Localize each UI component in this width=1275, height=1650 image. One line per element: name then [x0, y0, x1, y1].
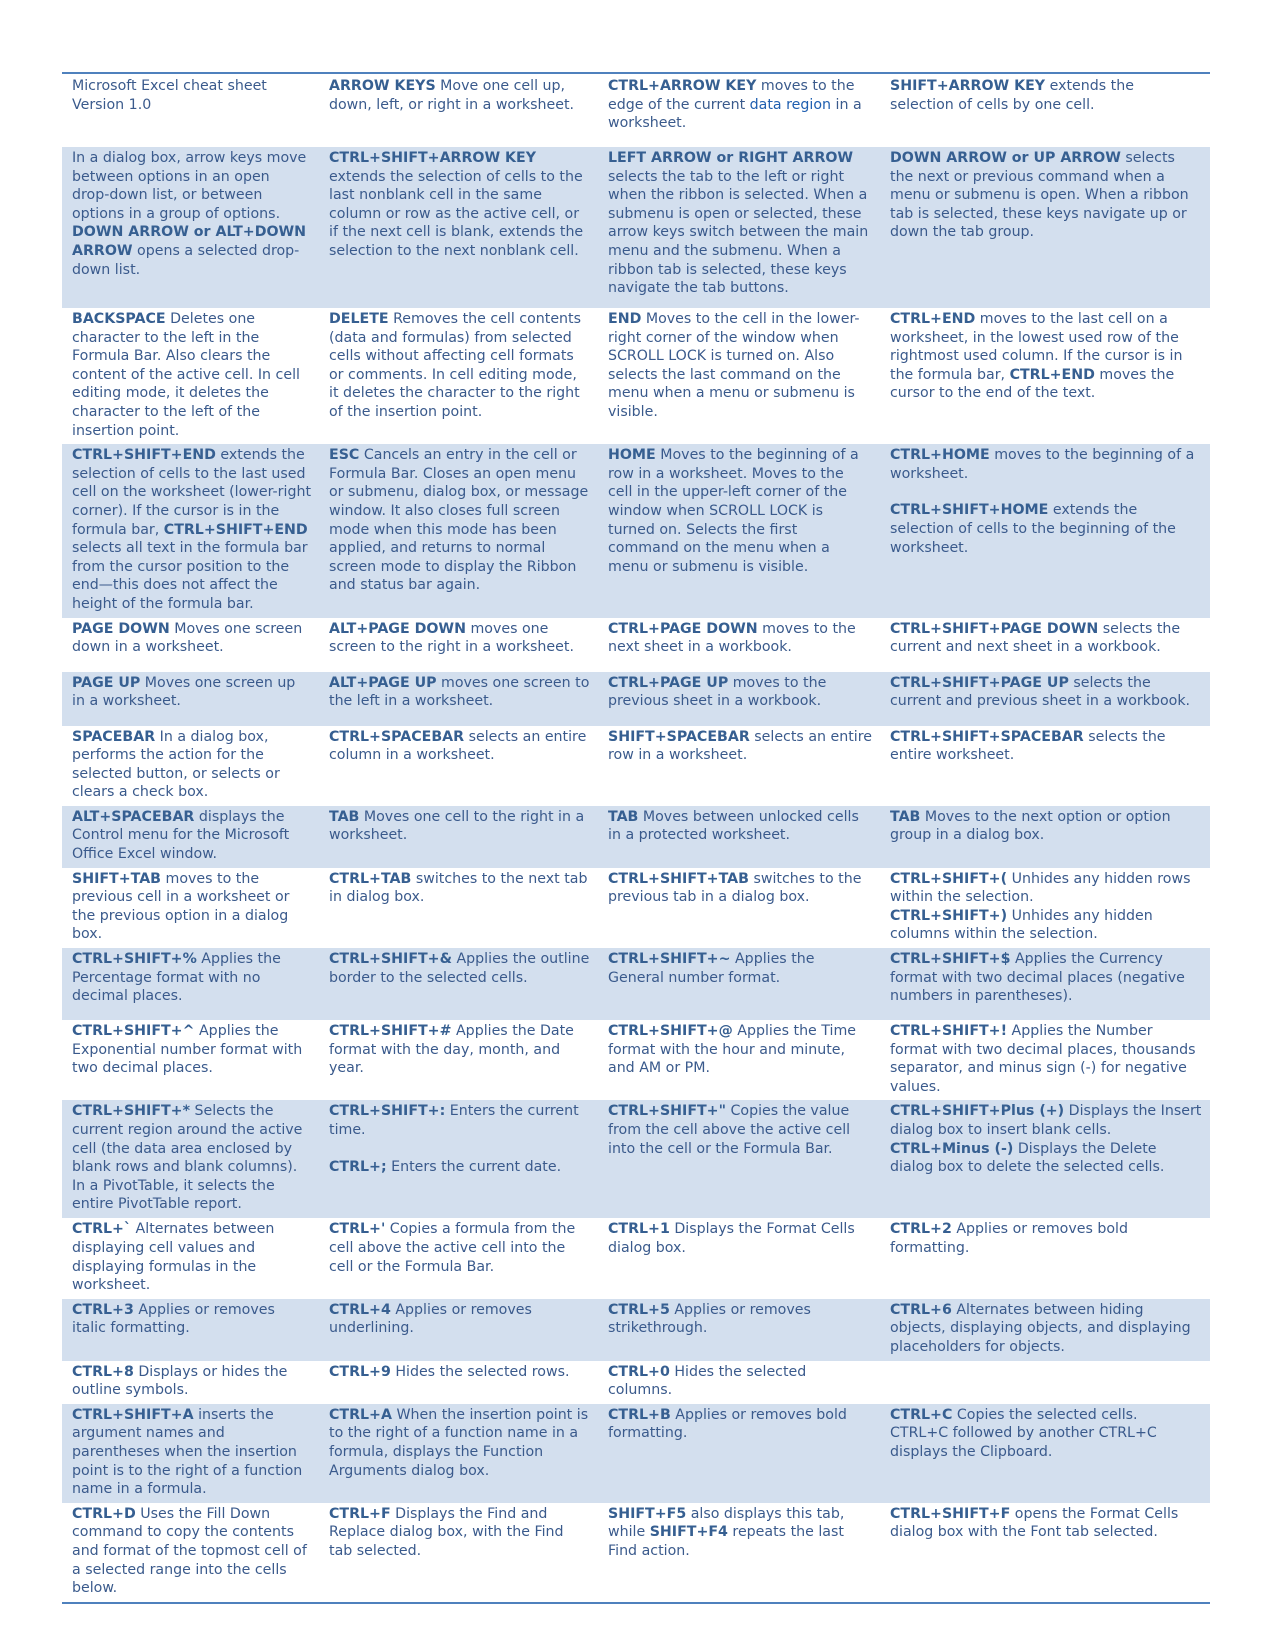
- shortcut-cell: [319, 308, 598, 444]
- shortcut-description: Hides the selected rows.: [390, 1363, 570, 1380]
- shortcut-cell: [319, 868, 598, 948]
- table-row: [62, 1020, 1210, 1100]
- shortcut-description: In a dialog box, arrow keys move between options in an open drop-down list, or between options in a group of options.: [72, 150, 307, 222]
- shortcut-key: SHIFT+F4: [649, 1524, 728, 1541]
- shortcut-description: Applies the Exponential number format with two decimal places.: [72, 1023, 303, 1077]
- shortcut-description: Applies or removes underlining.: [329, 1301, 532, 1337]
- shortcut-description: repeats the last Find action.: [608, 1524, 844, 1559]
- shortcut-description: Microsoft Excel cheat sheet: [72, 78, 267, 94]
- shortcut-description: Alternates between displaying cell values and displaying formulas in the worksheet.: [72, 1221, 275, 1294]
- shortcut-key: CTRL+6: [890, 1301, 952, 1318]
- shortcut-key: CTRL+3: [72, 1301, 134, 1318]
- table-row: [62, 726, 1210, 806]
- shortcut-cell: [880, 1404, 1210, 1503]
- shortcut-key: CTRL+END: [1009, 366, 1095, 383]
- shortcut-key: CTRL+SHIFT+(: [890, 870, 1008, 887]
- shortcut-description: switches to the previous tab in a dialog box.: [608, 870, 862, 906]
- shortcut-key: CTRL+0: [608, 1363, 670, 1380]
- shortcut-key: CTRL+END: [890, 311, 976, 327]
- shortcut-cell: [319, 1100, 598, 1218]
- table-row: [62, 1361, 1210, 1404]
- shortcut-cell: [62, 1218, 319, 1298]
- shortcut-cell: [880, 1503, 1210, 1603]
- shortcut-cell: [880, 147, 1210, 308]
- shortcut-cell: [62, 1361, 319, 1404]
- shortcut-key: CTRL+SHIFT+TAB: [608, 870, 749, 887]
- shortcut-description: In a dialog box, performs the action for the selected button, or selects or clears a check box.: [72, 728, 280, 801]
- shortcut-cell: [62, 444, 319, 617]
- shortcut-key: CTRL+ARROW KEY: [608, 78, 757, 94]
- shortcut-cell: [319, 726, 598, 806]
- shortcut-key: CTRL+2: [890, 1221, 952, 1238]
- shortcut-cell: [62, 806, 319, 868]
- shortcut-cell: [62, 1299, 319, 1361]
- shortcut-description: Applies the General number format.: [608, 951, 815, 986]
- shortcut-description: selects the next or previous command when a menu or submenu is open. When a ribbon tab is selected, these keys navigate up or down the tab group.: [890, 150, 1189, 241]
- shortcut-cell: [319, 1218, 598, 1298]
- shortcut-description: Moves to the next option or option group in a dialog box.: [890, 808, 1171, 844]
- shortcut-description: Move one cell up, down, left, or right in a worksheet.: [329, 78, 575, 113]
- shortcut-key: ALT+PAGE UP: [329, 674, 437, 691]
- shortcut-key: DELETE: [329, 311, 389, 327]
- shortcut-cell: [62, 1404, 319, 1503]
- shortcut-key: CTRL+SHIFT+HOME: [890, 502, 1049, 519]
- shortcut-key: CTRL+4: [329, 1301, 391, 1318]
- shortcut-cell: [62, 1100, 319, 1218]
- shortcut-key: CTRL+PAGE DOWN: [608, 620, 758, 637]
- shortcut-key: ARROW KEYS: [329, 78, 436, 94]
- shortcut-cell: [598, 1218, 880, 1298]
- shortcut-key: CTRL+C: [890, 1406, 953, 1423]
- shortcut-cell: [880, 444, 1210, 617]
- shortcut-description: extends the selection of cells to the beginning of the worksheet.: [890, 502, 1176, 556]
- shortcut-cell: [598, 1404, 880, 1503]
- table-row: [62, 308, 1210, 444]
- table-row: [62, 147, 1210, 308]
- shortcut-key: CTRL+HOME: [890, 447, 990, 464]
- shortcut-description: selects an entire row in a worksheet.: [608, 728, 872, 764]
- shortcut-cell: [62, 672, 319, 726]
- shortcut-key: CTRL+1: [608, 1221, 670, 1238]
- shortcut-description: Moves one screen up in a worksheet.: [72, 674, 296, 710]
- shortcut-description: moves to the edge of the current: [608, 78, 855, 113]
- shortcut-key: PAGE DOWN: [72, 620, 170, 637]
- shortcut-description: Applies the Percentage format with no decimal places.: [72, 951, 281, 1005]
- shortcut-key: TAB: [890, 808, 921, 825]
- table-row: [62, 618, 1210, 672]
- shortcut-cell: [880, 308, 1210, 444]
- shortcut-cell: [319, 444, 598, 617]
- table-row: [62, 444, 1210, 617]
- shortcut-cell: [880, 726, 1210, 806]
- shortcut-key: SPACEBAR: [72, 728, 156, 745]
- shortcut-key: DOWN ARROW or ALT+DOWN ARROW: [72, 224, 307, 259]
- shortcut-cell: [598, 1503, 880, 1603]
- shortcut-description: Cancels an entry in the cell or Formula Bar. Closes an open menu or submenu, dialog box, or message window. It also closes full screen mode when this mode has been applied, and returns to normal screen mode to display the Ribbon and status bar again.: [329, 447, 589, 594]
- shortcut-cell: [62, 1020, 319, 1100]
- shortcut-cell: [880, 1020, 1210, 1100]
- shortcut-description: Applies the Number format with two decimal places, thousands separator, and minus sign (-) for negative values.: [890, 1023, 1196, 1095]
- shortcut-description: CTRL+C followed by another CTRL+C displays the Clipboard.: [890, 1425, 1157, 1460]
- shortcut-key: CTRL+F: [329, 1505, 391, 1522]
- table-row: [62, 1404, 1210, 1503]
- shortcut-cell: [319, 1503, 598, 1603]
- shortcut-description: Displays the Insert dialog box to insert blank cells.: [890, 1103, 1202, 1138]
- shortcut-cell: [880, 868, 1210, 948]
- shortcut-key: CTRL+Minus (-): [890, 1140, 1014, 1157]
- table-row: [62, 1299, 1210, 1361]
- shortcut-description: Moves to the cell in the lower-right corner of the window when SCROLL LOCK is turned on. Also selects the last command on the menu when a menu or submenu is visible.: [608, 311, 860, 420]
- shortcut-key: CTRL+SHIFT+): [890, 907, 1008, 924]
- shortcut-key: CTRL+SHIFT+^: [72, 1023, 195, 1040]
- shortcut-description: moves to the last cell on a worksheet, in the lowest used row of the rightmost used column. If the cursor is in the formula bar,: [890, 311, 1183, 383]
- paragraph-gap: [329, 1140, 590, 1158]
- shortcut-description: extends the selection of cells to the last nonblank cell in the same column or row as the active cell, or if the next cell is blank, extends the selection to the next nonblank cell.: [329, 168, 584, 259]
- shortcut-description: Unhides any hidden columns within the selection.: [890, 907, 1153, 943]
- shortcut-key: CTRL+SHIFT+%: [72, 951, 197, 968]
- shortcut-cell: [598, 1020, 880, 1100]
- shortcut-description: opens the Format Cells dialog box with the Font tab selected.: [890, 1505, 1179, 1541]
- shortcut-cell: [880, 618, 1210, 672]
- shortcut-cell: [62, 147, 319, 308]
- shortcut-key: CTRL+TAB: [329, 870, 412, 887]
- shortcut-key: CTRL+SHIFT+@: [608, 1023, 733, 1040]
- table-row: [62, 806, 1210, 868]
- shortcut-key: CTRL+9: [329, 1363, 391, 1380]
- shortcut-description: When the insertion point is to the right of a function name in a formula, displays the Function Arguments dialog box.: [329, 1406, 589, 1479]
- shortcut-description: extends the selection of cells to the last used cell on the worksheet (lower-right corner). If the cursor is in the formula bar,: [72, 447, 312, 538]
- shortcut-cell: [62, 868, 319, 948]
- shortcut-cell: [880, 806, 1210, 868]
- shortcut-key: ESC: [329, 447, 360, 464]
- shortcut-cell: [319, 672, 598, 726]
- shortcut-key: SHIFT+ARROW KEY: [890, 78, 1046, 94]
- shortcut-cell: [880, 1100, 1210, 1218]
- shortcut-cell: [319, 948, 598, 1020]
- shortcut-cell: [598, 672, 880, 726]
- shortcut-description: Version 1.0: [72, 96, 152, 113]
- shortcut-key: LEFT ARROW or RIGHT ARROW: [608, 150, 854, 166]
- shortcut-description: moves one screen to the left in a worksheet.: [329, 674, 590, 710]
- shortcut-key: CTRL+SHIFT+#: [329, 1023, 452, 1040]
- shortcut-description: Moves between unlocked cells in a protected worksheet.: [608, 808, 859, 844]
- shortcut-cell: [62, 726, 319, 806]
- shortcut-key: CTRL+SHIFT+": [608, 1103, 726, 1120]
- shortcut-description: Displays the Find and Replace dialog box, with the Find tab selected.: [329, 1505, 564, 1559]
- shortcut-cell: [319, 618, 598, 672]
- shortcut-key: PAGE UP: [72, 674, 141, 691]
- shortcut-key: ALT+PAGE DOWN: [329, 620, 466, 637]
- shortcut-cell: [598, 1299, 880, 1361]
- shortcut-description: moves to the previous cell in a worksheet or the previous option in a dialog box.: [72, 870, 290, 943]
- shortcut-description: selects the current and next sheet in a workbook.: [890, 620, 1181, 656]
- shortcut-key: CTRL+A: [329, 1406, 392, 1423]
- shortcut-key: ALT+SPACEBAR: [72, 808, 195, 825]
- shortcut-cell: [319, 73, 598, 147]
- shortcut-description: inserts the argument names and parentheses when the insertion point is to the right of a function name in a formula.: [72, 1406, 303, 1498]
- shortcut-key: SHIFT+TAB: [72, 870, 161, 887]
- shortcut-description: Displays the Format Cells dialog box.: [608, 1221, 855, 1256]
- table-row: [62, 1218, 1210, 1298]
- shortcut-description: Applies the Time format with the hour and minute, and AM or PM.: [608, 1023, 857, 1077]
- shortcut-cell: [319, 147, 598, 308]
- shortcut-key: TAB: [329, 808, 360, 825]
- shortcut-description: moves one screen to the right in a worksheet.: [329, 620, 574, 656]
- shortcut-cell: [880, 73, 1210, 147]
- shortcut-description: Copies a formula from the cell above the active cell into the cell or the Formula Bar.: [329, 1221, 576, 1275]
- shortcut-description: Applies the Currency format with two decimal places (negative numbers in parentheses).: [890, 951, 1185, 1005]
- shortcut-cell: [880, 1218, 1210, 1298]
- shortcut-description: Removes the cell contents (data and formulas) from selected cells without affecting cell formats or comments. In cell editing mode, it deletes the character to the right of the insertion point.: [329, 311, 581, 420]
- shortcut-cell: [598, 73, 880, 147]
- table-row: [62, 672, 1210, 726]
- shortcut-cell: [598, 147, 880, 308]
- shortcut-description: Moves one cell to the right in a worksheet.: [329, 808, 585, 844]
- shortcut-key: CTRL+SHIFT+*: [72, 1103, 190, 1120]
- shortcut-key: HOME: [608, 447, 656, 464]
- shortcut-description: selects all text in the formula bar from the cursor position to the end—this does not affect the height of the formula bar.: [72, 540, 308, 612]
- table-row: [62, 1503, 1210, 1603]
- shortcut-cell: [319, 1299, 598, 1361]
- shortcut-description: in a worksheet.: [608, 96, 862, 132]
- shortcut-cell: [62, 308, 319, 444]
- shortcut-description: Applies the outline border to the selected cells.: [329, 951, 590, 986]
- shortcut-description: Applies or removes italic formatting.: [72, 1301, 275, 1337]
- shortcut-description: Hides the selected columns.: [608, 1363, 807, 1399]
- shortcut-cell: [598, 868, 880, 948]
- shortcut-table: [62, 72, 1210, 1604]
- shortcut-cell: [598, 618, 880, 672]
- shortcut-description: Moves one screen down in a worksheet.: [72, 620, 303, 656]
- shortcut-description: selects the tab to the left or right when the ribbon is selected. When a submenu is open or selected, these arrow keys switch between the main menu and the submenu. When a ribbon tab is selected, these keys navigate the tab buttons.: [608, 168, 869, 297]
- shortcut-key: CTRL+SHIFT+:: [329, 1103, 446, 1120]
- shortcut-description: Applies the Date format with the day, month, and year.: [329, 1023, 574, 1077]
- shortcut-cell: [880, 948, 1210, 1020]
- shortcut-key: CTRL+5: [608, 1301, 670, 1318]
- shortcut-cell: [319, 1404, 598, 1503]
- shortcut-description: moves to the next sheet in a workbook.: [608, 620, 856, 656]
- shortcut-key: CTRL+;: [329, 1158, 387, 1175]
- table-row: [62, 73, 1210, 147]
- shortcut-key: BACKSPACE: [72, 311, 166, 327]
- shortcut-cell: [598, 1100, 880, 1218]
- shortcut-key: SHIFT+F5: [608, 1505, 687, 1522]
- shortcut-cell: [62, 618, 319, 672]
- shortcut-cell: [598, 444, 880, 617]
- shortcut-key: CTRL+8: [72, 1363, 134, 1380]
- shortcut-description: Displays or hides the outline symbols.: [72, 1363, 288, 1399]
- shortcut-description: Copies the selected cells.: [952, 1406, 1138, 1423]
- shortcut-key: SHIFT+SPACEBAR: [608, 728, 750, 745]
- shortcut-description: Alternates between hiding objects, displaying objects, and displaying placeholders for objects.: [890, 1301, 1191, 1355]
- shortcut-cell: [319, 806, 598, 868]
- shortcut-key: CTRL+SHIFT+F: [890, 1505, 1011, 1522]
- shortcut-description: also displays this tab, while: [608, 1505, 845, 1541]
- shortcut-description: Enters the current date.: [386, 1158, 562, 1175]
- shortcut-description: Deletes one character to the left in the Formula Bar. Also clears the content of the active cell. In cell editing mode, it deletes the character to the left of the insertion point.: [72, 311, 300, 439]
- shortcut-description: Applies or removes bold formatting.: [608, 1406, 847, 1442]
- shortcut-key: CTRL+SHIFT+PAGE UP: [890, 674, 1069, 691]
- shortcut-description: Copies the value from the cell above the active cell into the cell or the Formula Bar.: [608, 1103, 851, 1157]
- table-row: [62, 1100, 1210, 1218]
- shortcut-key: CTRL+SHIFT+A: [72, 1406, 194, 1423]
- shortcut-cell: [62, 1503, 319, 1603]
- shortcut-description: selects the current and previous sheet in a workbook.: [890, 674, 1191, 710]
- shortcut-key: END: [608, 311, 642, 327]
- paragraph-gap: [890, 483, 1202, 501]
- shortcut-key: CTRL+SHIFT+Plus (+): [890, 1103, 1065, 1120]
- shortcut-description: selects the entire worksheet.: [890, 728, 1166, 764]
- table-row: [62, 868, 1210, 948]
- shortcut-cell: [880, 672, 1210, 726]
- shortcut-description: Applies or removes strikethrough.: [608, 1301, 811, 1337]
- shortcut-description: Uses the Fill Down command to copy the contents and format of the topmost cell of a selected range into the cells below.: [72, 1505, 307, 1597]
- shortcut-key: CTRL+': [329, 1221, 386, 1238]
- shortcut-description: selects an entire column in a worksheet.: [329, 728, 587, 764]
- shortcut-description: Moves to the beginning of a row in a worksheet. Moves to the cell in the upper-left corner of the window when SCROLL LOCK is turned on. Selects the first command on the menu when a menu or submenu is visible.: [608, 447, 859, 575]
- shortcut-description: moves the cursor to the end of the text.: [890, 366, 1175, 402]
- shortcut-description: moves to the previous sheet in a workbook.: [608, 674, 827, 710]
- shortcut-cell: [598, 806, 880, 868]
- shortcut-cell: [319, 1361, 598, 1404]
- shortcut-description: opens a selected drop-down list.: [72, 242, 300, 278]
- shortcut-cell: [880, 1299, 1210, 1361]
- shortcut-key: CTRL+SHIFT+END: [72, 447, 216, 464]
- shortcut-key: CTRL+SHIFT+$: [890, 951, 1011, 968]
- shortcut-description: extends the selection of cells by one cell.: [890, 78, 1134, 113]
- shortcut-description: displays the Control menu for the Microsoft Office Excel window.: [72, 808, 290, 863]
- shortcut-description: Unhides any hidden rows within the selection.: [890, 870, 1191, 906]
- shortcut-key: CTRL+SHIFT+SPACEBAR: [890, 728, 1084, 745]
- shortcut-key: TAB: [608, 808, 639, 825]
- shortcut-cell: [880, 1361, 1210, 1404]
- shortcut-table-body: [62, 73, 1210, 1603]
- table-row: [62, 948, 1210, 1020]
- shortcut-key: CTRL+SHIFT+PAGE DOWN: [890, 620, 1099, 637]
- shortcut-key: CTRL+B: [608, 1406, 671, 1423]
- shortcut-cell: [62, 948, 319, 1020]
- shortcut-cell: [598, 948, 880, 1020]
- shortcut-key: CTRL+PAGE UP: [608, 674, 729, 691]
- shortcut-description: Applies or removes bold formatting.: [890, 1221, 1129, 1256]
- shortcut-description: switches to the next tab in dialog box.: [329, 870, 588, 906]
- shortcut-cell: [319, 1020, 598, 1100]
- shortcut-cell: [598, 1361, 880, 1404]
- shortcut-description: moves to the beginning of a worksheet.: [890, 447, 1195, 482]
- shortcut-key: CTRL+SPACEBAR: [329, 728, 465, 745]
- shortcut-cell: [598, 726, 880, 806]
- shortcut-key: CTRL+D: [72, 1505, 136, 1522]
- shortcut-description: Enters the current time.: [329, 1103, 579, 1138]
- shortcut-key: DOWN ARROW or UP ARROW: [890, 150, 1121, 166]
- shortcut-cell: [598, 308, 880, 444]
- shortcut-key: CTRL+SHIFT+ARROW KEY: [329, 150, 537, 166]
- shortcut-key: CTRL+`: [72, 1221, 132, 1238]
- shortcut-key: CTRL+SHIFT+~: [608, 951, 731, 968]
- shortcut-description: Selects the current region around the active cell (the data area enclosed by blank rows and blank columns). In a PivotTable, it selects the entire PivotTable report.: [72, 1103, 303, 1213]
- shortcut-key: CTRL+SHIFT+&: [329, 951, 452, 968]
- glossary-link[interactable]: data region: [749, 96, 831, 113]
- shortcut-description: Displays the Delete dialog box to delete the selected cells.: [890, 1140, 1165, 1176]
- shortcut-key: CTRL+SHIFT+!: [890, 1023, 1008, 1040]
- shortcut-cell: [62, 73, 319, 147]
- shortcut-key: CTRL+SHIFT+END: [163, 521, 308, 538]
